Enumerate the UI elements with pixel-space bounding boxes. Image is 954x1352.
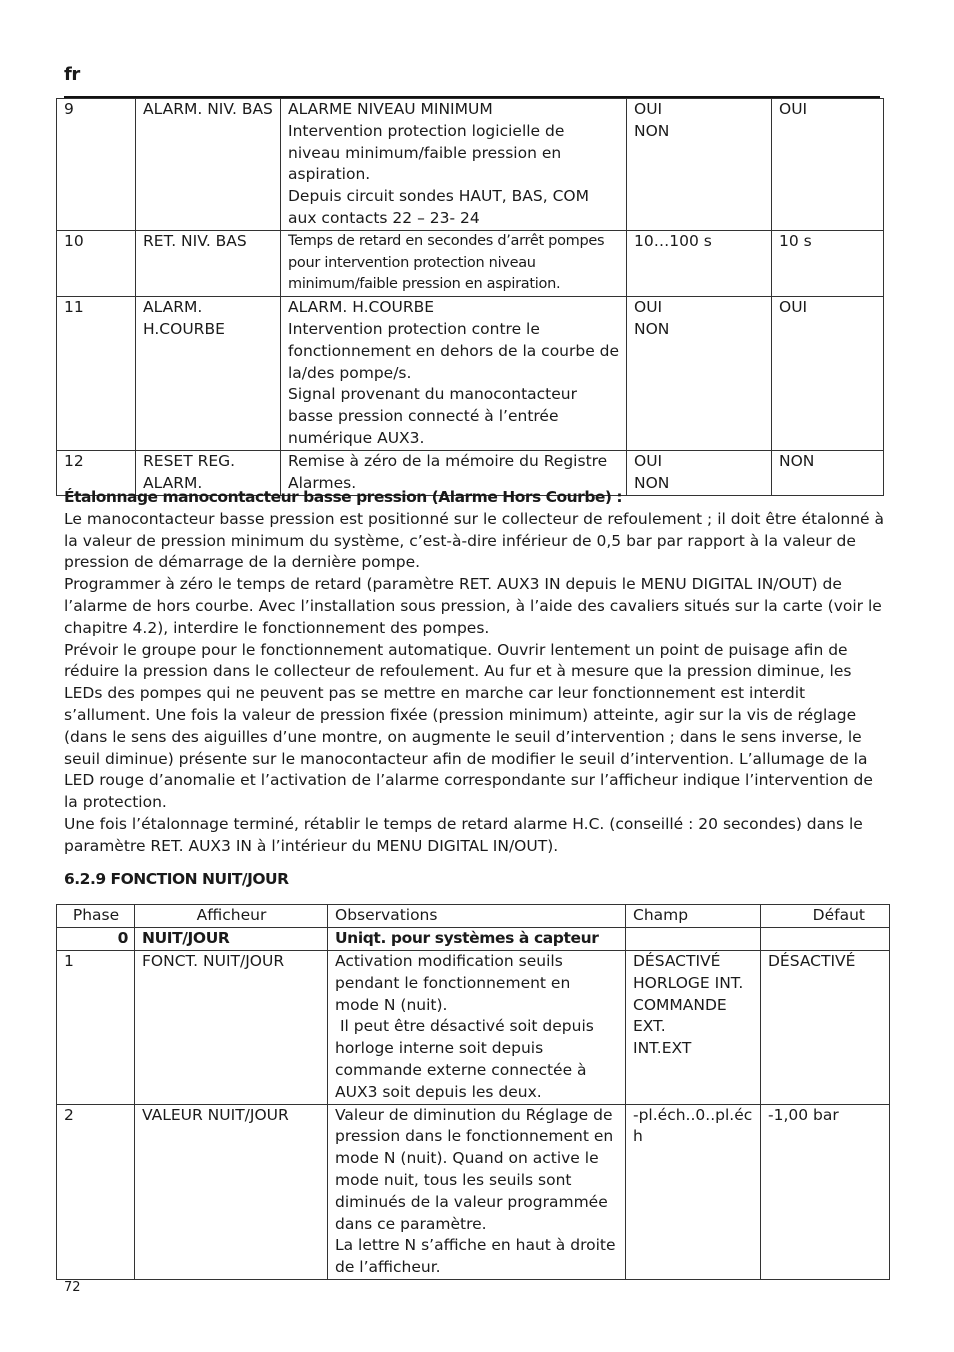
language-label: fr	[64, 64, 80, 85]
observations-cell: ALARME NIVEAU MINIMUM Intervention protection logicielle de niveau minimum/faible pression en aspiration. Depuis circuit sondes HAUT, BAS, COM aux contacts 22 – 23- 24	[281, 99, 627, 231]
field-cell: DÉSACTIVÉ HORLOGE INT. COMMANDE EXT. INT.EXT	[626, 951, 761, 1105]
text-line: seuil diminue) présente sur le manocontacteur afin de modifier le seuil d’intervention. L’allumage de la	[64, 749, 868, 768]
observations-cell: Temps de retard en secondes d’arrêt pompes pour intervention protection niveau minimum/faible pression en aspiration.	[281, 230, 627, 296]
display-cell: NUIT/JOUR	[135, 928, 328, 951]
text-line: Programmer à zéro le temps de retard (paramètre RET. AUX3 IN depuis le MENU DIGITAL IN/OUT) de	[64, 575, 842, 594]
calibration-section	[64, 487, 884, 858]
header-display: Afficheur	[135, 905, 328, 928]
table-row	[57, 297, 884, 451]
text-line: s’allument. Une fois la valeur de pression fixée (pression minimum) atteinte, agir sur la vis de réglage	[64, 705, 857, 724]
text-line: pression de démarrage de la dernière pompe.	[64, 553, 421, 572]
observations-cell: Valeur de diminution du Réglage de pression dans le fonctionnement en mode N (nuit). Quand on active le mode nuit, tous les seuils sont diminués de la valeur programmée dans ce paramètre. La lettre N s’affiche en haut à droite de l’afficheur.	[328, 1104, 626, 1279]
page-number: 72	[64, 1280, 81, 1295]
header-phase: Phase	[57, 905, 135, 928]
header-observations: Observations	[328, 905, 626, 928]
display-cell: RET. NIV. BAS	[136, 230, 281, 296]
field-cell: OUI NON	[627, 99, 772, 231]
table-row	[57, 230, 884, 296]
phase-cell: 1	[57, 951, 135, 1105]
default-cell	[761, 928, 890, 951]
default-cell: DÉSACTIVÉ	[761, 951, 890, 1105]
field-cell: OUI NON	[627, 297, 772, 451]
display-cell: ALARM. NIV. BAS	[136, 99, 281, 231]
night-day-table	[56, 904, 890, 1280]
text-line: la valeur de pression minimum du système, c’est-à-dire inférieur de 0,5 bar par rapport à la valeur de	[64, 531, 856, 550]
text-line: l’alarme de hors courbe. Avec l’installation sous pression, à l’aide des cavaliers situés sur la carte (voir le	[64, 596, 882, 615]
header-default: Défaut	[761, 905, 890, 928]
table-header-row	[57, 905, 890, 928]
observations-cell: Activation modification seuils pendant le fonctionnement en mode N (nuit). Il peut être désactivé soit depuis horloge interne soit depuis commande externe connectée à AUX3 soit depuis les deux.	[328, 951, 626, 1105]
default-cell: -1,00 bar	[761, 1104, 890, 1279]
text-line: réduire la pression dans le collecteur de refoulement. Au fur et à mesure que la pression diminue, les	[64, 662, 852, 681]
phase-cell: 11	[57, 297, 136, 451]
table-title-row	[57, 928, 890, 951]
default-cell: OUI	[772, 99, 884, 231]
text-line: LED rouge d’anomalie et l’activation de l’alarme correspondante sur l’afficheur indique l’intervention de	[64, 771, 873, 790]
table-row	[57, 1104, 890, 1279]
field-cell: OUI NON	[627, 450, 772, 495]
header-field: Champ	[626, 905, 761, 928]
text-line: Prévoir le groupe pour le fonctionnement automatique. Ouvrir lentement un point de puisage afin de	[64, 640, 848, 659]
text-line: la protection.	[64, 793, 167, 812]
default-cell: OUI	[772, 297, 884, 451]
phase-cell: 12	[57, 450, 136, 495]
observations-cell: ALARM. H.COURBE Intervention protection contre le fonctionnement en dehors de la courbe de la/des pompe/s. Signal provenant du manocontacteur basse pression connecté à l’entrée numérique AUX3.	[281, 297, 627, 451]
display-cell: VALEUR NUIT/JOUR	[135, 1104, 328, 1279]
text-line: Le manocontacteur basse pression est positionné sur le collecteur de refoulement ; il doit être étalonné à	[64, 509, 885, 528]
display-cell: ALARM. H.COURBE	[136, 297, 281, 451]
text-line: chapitre 4.2), interdire le fonctionnement des pompes.	[64, 618, 490, 637]
phase-cell: 10	[57, 230, 136, 296]
observations-cell: Uniqt. pour systèmes à capteur	[328, 928, 626, 951]
text-line: Une fois l’étalonnage terminé, rétablir le temps de retard alarme H.C. (conseillé : 20 secondes) dans le	[64, 814, 863, 833]
field-cell	[626, 928, 761, 951]
field-cell: 10…100 s	[627, 230, 772, 296]
calibration-paragraph	[64, 509, 884, 858]
field-cell: -pl.éch..0..pl.éch	[626, 1104, 761, 1279]
phase-cell: 9	[57, 99, 136, 231]
table-row	[57, 99, 884, 231]
phase-cell: 0	[57, 928, 135, 951]
phase-cell: 2	[57, 1104, 135, 1279]
default-cell: NON	[772, 450, 884, 495]
display-cell: RESET REG. ALARM.	[136, 450, 281, 495]
default-cell: 10 s	[772, 230, 884, 296]
section-heading: Étalonnage manocontacteur basse pression (Alarme Hors Courbe) :	[64, 488, 623, 506]
text-line: paramètre RET. AUX3 IN à l’intérieur du MENU DIGITAL IN/OUT).	[64, 836, 559, 855]
text-line: LEDs des pompes qui ne peuvent pas se mettre en marche car leur fonctionnement est interdit	[64, 684, 806, 703]
section-title-night-day: 6.2.9 FONCTION NUIT/JOUR	[64, 870, 289, 888]
observations-cell: Remise à zéro de la mémoire du Registre Alarmes.	[281, 450, 627, 495]
display-cell: FONCT. NUIT/JOUR	[135, 951, 328, 1105]
table-row	[57, 951, 890, 1105]
alarm-parameters-table	[56, 98, 884, 496]
text-line: (dans le sens des aiguilles d’une montre, on augmente le seuil d’intervention ; dans le sens inverse, le	[64, 727, 862, 746]
